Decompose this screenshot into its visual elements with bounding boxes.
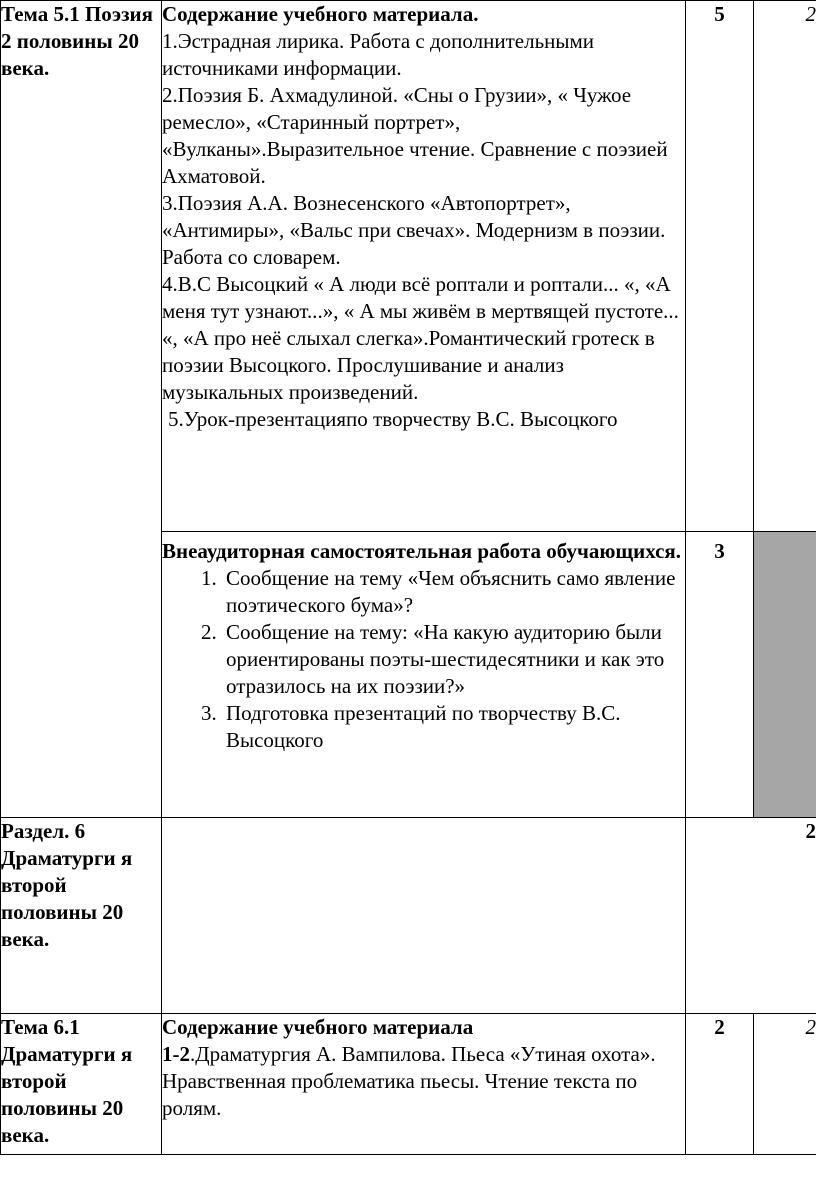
task-list	[162, 565, 685, 754]
hours-cell: 2	[686, 1014, 754, 1155]
table-row-topic-6-1	[1, 1014, 816, 1155]
list-item: 2. Сообщение на тему: «На какую аудиторию были ориентированы поэты-шестидесятники и как это отразилось на их поэзии?»	[222, 619, 685, 700]
topic-cell: Тема 5.1 Поэзия 2 половины 20 века.	[1, 1, 162, 818]
list-item: 3. Подготовка презентаций по творчеству В.С. Высоцкого	[222, 700, 685, 754]
hours-cell: 3	[686, 532, 754, 818]
content-item-label: 1-2	[162, 1042, 190, 1066]
hours-cell: 5	[686, 1, 754, 532]
level-cell: 2	[754, 1014, 816, 1155]
content-cell	[162, 1014, 686, 1155]
section-title-cell: Раздел. 6 Драматурги я второй половины 20 века.	[1, 818, 162, 1014]
shaded-level-cell	[754, 532, 816, 818]
content-title: Содержание учебного материала	[162, 1015, 474, 1039]
independent-work-cell	[162, 532, 686, 818]
independent-work-title: Внеаудиторная самостоятельная работа обучающихся.	[162, 539, 682, 563]
table-row-section-6	[1, 818, 816, 1014]
content-item-3: 3.Поэзия А.А. Вознесенского «Автопортрет», «Антимиры», «Вальс при свечах». Модернизм в поэзии. Работа со словарем.	[162, 191, 666, 269]
list-item: 1. Сообщение на тему «Чем объяснить само явление поэтического бума»?	[222, 565, 685, 619]
level-cell: 2	[754, 1, 816, 532]
empty-content-cell	[162, 818, 686, 1014]
topic-cell: Тема 6.1 Драматурги я второй половины 20 века.	[1, 1014, 162, 1155]
content-item-1: 1.Эстрадная лирика. Работа с дополнительными источниками информации.	[162, 29, 595, 80]
content-item-text: .Драматургия А. Вампилова. Пьеса «Утиная охота». Нравственная проблематика пьесы. Чтение текста по ролям.	[162, 1042, 656, 1120]
content-item-2: 2.Поэзия Б. Ахмадулиной. «Сны о Грузии», « Чужое ремесло», «Старинный портрет», «Вулканы».Выразительное чтение. Сравнение с поэзией Ахматовой.	[162, 83, 668, 188]
content-item-4: 4.В.С Высоцкий « А люди всё роптали и роптали... «, «А меня тут узнают...», « А мы живём в мертвящей пустоте... «, «А про неё слыхал слегка».Романтический гротеск в поэзии Высоцкого. Прослушивание и анализ музыкальных произведений.	[162, 272, 679, 404]
content-cell	[162, 1, 686, 532]
content-item	[162, 1041, 685, 1122]
section-hours-cell: 2	[686, 818, 816, 1014]
table-row-topic-5-1	[1, 1, 816, 532]
content-item-5: 5.Урок-презентацияпо творчеству В.С. Высоцкого	[168, 407, 618, 431]
content-title: Содержание учебного материала.	[162, 2, 479, 26]
